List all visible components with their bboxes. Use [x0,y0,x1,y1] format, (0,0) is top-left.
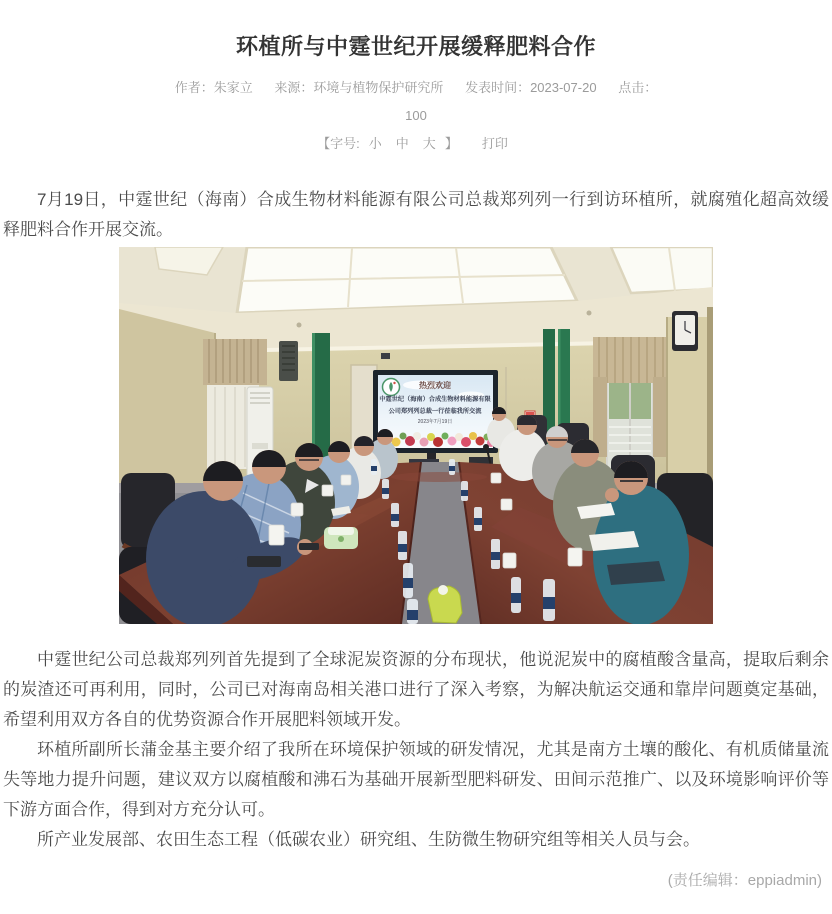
wall-speaker [279,341,298,381]
paragraph-2: 中霆世纪公司总裁郑列列首先提到了全球泥炭资源的分布现状，他说泥炭中的腐植酸含量高，提取后剩余的炭渣还可再利用，同时，公司已对海南岛相关港口进行了深入考察，为解决航运交通和靠岸问题奠定基础，希望利用双方各自的优势资源合作开展肥料领域开发。 [3,650,829,729]
page-title: 环植所与中霆世纪开展缓释肥料合作 [235,34,596,59]
paragraph-4: 所产业发展部、农田生态工程（低碳农业）研究组、生防微生物研究组等相关人员与会。 [37,830,700,849]
wall-clock [672,311,698,351]
paragraph-3: 环植所副所长蒲金基主要介绍了我所在环境保护领域的研发情况，尤其是南方土壤的酸化、有机质储量流失等地力提升问题，建议双方以腐植酸和沸石为基础开展新型肥料研发、田间示范推广、以及环境影响评价等下游方面合作，得到对方充分认可。 [3,740,829,819]
fontsize-print-row [0,130,832,158]
screen-welcome-line: 热烈欢迎 [419,381,451,390]
print-button[interactable]: 打印 [481,136,508,151]
meta-byline-row [0,74,832,102]
fontsize-small-button[interactable]: 小 [368,136,382,151]
article-body [0,185,832,855]
tissue-pack [324,527,358,549]
meta-publish-time: 发表时间：2023-07-20 [465,80,597,95]
fontsize-medium-button[interactable]: 中 [395,136,409,151]
wall-camera [381,353,390,359]
fontsize-prefix: 【字号: [317,136,360,151]
article-meta [0,74,832,158]
paragraph-1: 7月19日，中霆世纪（海南）合成生物材料能源有限公司总裁郑列列一行到访环植所，就腐殖化超高效缓释肥料合作开展交流。 [3,190,829,239]
fontsize-large-button[interactable]: 大 [422,136,436,151]
editor-footer: (责任编辑：eppiadmin) [667,872,822,889]
meta-source: 来源：环境与植物保护研究所 [274,80,444,95]
clicks-count: 100 [405,108,427,123]
screen-visit-line: 公司郑列列总裁一行莅临我所交流 [388,408,482,415]
meta-clicks-count-row [0,102,832,130]
screen-company-line: 中霆世纪（海南）合成生物材料能源有限 [379,396,491,403]
meeting-photo [119,247,713,624]
meta-author: 作者：朱家立 [174,80,253,95]
meta-clicks-label: 点击： [618,80,658,95]
fontsize-suffix: 】 [444,136,458,151]
plastic-bag [428,585,462,623]
meeting-photo-wrapper [119,247,713,624]
screen-date-line: 2023年7月19日 [417,419,453,425]
